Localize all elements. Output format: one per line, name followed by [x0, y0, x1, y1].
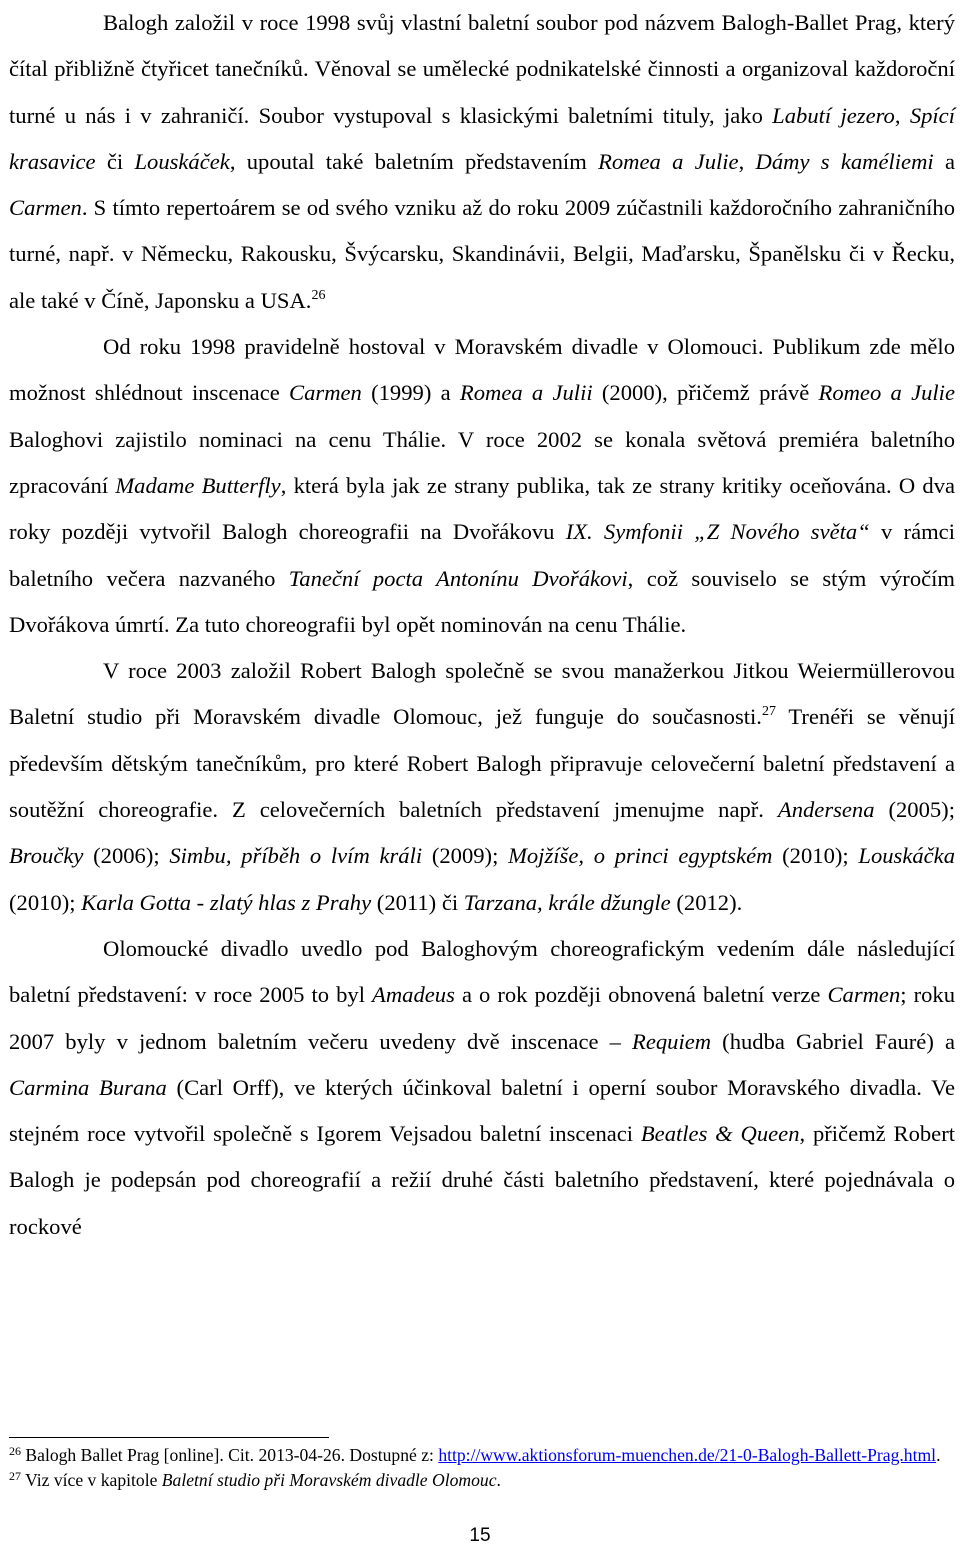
title-italic: Carmen — [827, 982, 901, 1008]
text-run: ; roku 2007 byly v jednom baletním večeru uvedeny dvě inscenace – — [9, 982, 956, 1054]
footnote-number: 26 — [9, 1444, 21, 1458]
footnote-text: Balogh Ballet Prag [online]. Cit. 2013-04-26. Dostupné z: — [21, 1445, 439, 1465]
text-run: Trenéři se věnují především dětským tanečníkům, pro které Robert Balogh připravuje celovečerní baletní představení a soutěžní choreografie. Z celovečerních baletních představení jmenujme např. — [9, 704, 955, 823]
text-run: Balogh založil v roce 1998 svůj vlastní baletní soubor pod názvem Balogh-Ballet Prag, který čítal přibližně čtyřicet tanečníků. Věnoval se umělecké podnikatelské činnosti a organizoval každoroční turné u nás i v zahraničí. Soubor vystupoval s klasickými baletními tituly, jako — [9, 10, 955, 128]
title-italic: Romea a Julii — [459, 380, 593, 406]
text-run: (2000), přičemž právě — [592, 380, 819, 406]
paragraph-2 — [9, 324, 955, 648]
title-italic: Madame Butterfly — [115, 472, 281, 498]
title-italic: Romeo a Julie — [818, 380, 955, 406]
text-run: (2006); — [83, 843, 170, 869]
text-run: v rámci baletního večera nazvaného — [9, 519, 955, 591]
text-run: (2011) či — [371, 889, 464, 915]
text-run: , která byla jak ze strany publika, tak ze strany kritiky oceňována. O dva roky později vytvořil Balogh choreografii na Dvořákovu — [9, 472, 956, 545]
text-run: Olomoucké divadlo uvedlo pod Baloghovým choreografickým vedením dále následující baletní představení: v roce 2005 to byl — [9, 935, 955, 1008]
text-run: V roce 2003 založil Robert Balogh společně se svou manažerkou Jitkou Weiermüllerovou Baletní studio při Moravském divadle Olomouc, jež funguje do současnosti. — [9, 658, 955, 730]
text-run: . S tímto repertoárem se od svého vzniku až do roku 2009 zúčastnili každoročního zahraničního turné, např. v Německu, Rakousku, Švýcarsku, Skandinávii, Belgii, Maďarsku, Španělsku či v Řecku, ale také v Číně, Japonsku a USA. — [9, 195, 955, 313]
footnote-separator — [9, 1437, 329, 1438]
text-run: , přičemž Robert Balogh je podepsán pod choreografií a režií druhé části baletního představení, které pojednávala o rockové — [9, 1121, 955, 1239]
text-run: (1999) a — [361, 380, 460, 406]
footnote-27 — [9, 1468, 955, 1493]
footnote-link[interactable]: http://www.aktionsforum-muenchen.de/21-0-Balogh-Ballett-Prag.html — [438, 1445, 937, 1465]
text-run: (2010); — [772, 843, 859, 869]
text-run: (2009); — [422, 843, 509, 869]
text-run: Od roku 1998 pravidelně hostoval v Moravském divadle v Olomouci. Publikum zde mělo možnost shlédnout inscenace — [9, 334, 955, 406]
title-italic: Louskáček — [134, 148, 230, 174]
title-italic: Spící krasavice — [9, 102, 955, 174]
text-run: , upoutal také baletním představením — [229, 148, 599, 174]
text-run: a — [933, 148, 955, 174]
title-italic: Requiem — [632, 1028, 712, 1054]
footnote-number: 27 — [9, 1469, 21, 1483]
text-run: a o rok později obnovená baletní verze — [454, 982, 828, 1008]
title-italic: Louskáčka — [858, 843, 956, 869]
title-italic: Andersena — [777, 797, 875, 823]
footnotes — [9, 1443, 955, 1493]
paragraph-4 — [9, 926, 955, 1250]
text-run: , což souviselo se stým výročím Dvořákova úmrtí. Za tuto choreografii byl opět nominován na cenu Thálie. — [9, 565, 956, 637]
text-run: (2012). — [670, 889, 743, 915]
title-italic: Taneční pocta Antonínu Dvořákovi — [288, 565, 628, 591]
text-run: či — [95, 148, 135, 174]
title-italic: Simbu, příběh o lvím králi — [169, 843, 423, 869]
page-body — [9, 0, 955, 1250]
title-italic: Beatles & Queen — [640, 1121, 800, 1147]
paragraph-1 — [9, 0, 955, 324]
title-italic: Carmen — [9, 195, 82, 221]
title-italic: Tarzana, krále džungle — [463, 889, 671, 915]
title-italic: Mojžíše, o princi egyptském — [508, 843, 773, 869]
title-italic: Broučky — [9, 843, 84, 869]
title-italic: Amadeus — [372, 982, 455, 1008]
title-italic: Karla Gotta - zlatý hlas z Prahy — [81, 889, 372, 915]
text-run: , — [894, 102, 910, 128]
footnote-text: Viz více v kapitole — [21, 1470, 162, 1490]
footnote-title-italic: Baletní studio při Moravském divadle Olomouc — [161, 1470, 497, 1490]
text-run: (hudba Gabriel Fauré) a — [711, 1028, 955, 1054]
title-italic: Dámy s kaméliemi — [755, 148, 934, 174]
text-run: (2005); — [874, 797, 955, 823]
text-run: Baloghovi zajistilo nominaci na cenu Thálie. V roce 2002 se konala světová premiéra baletního zpracování — [9, 426, 955, 498]
title-italic: IX. Symfonii „Z Nového světa“ — [565, 519, 870, 545]
footnote-ref-27[interactable]: 27 — [761, 704, 776, 720]
footnote-text: . — [936, 1445, 941, 1465]
title-italic: Carmina Burana — [9, 1074, 167, 1100]
text-run: , — [738, 148, 756, 174]
footnote-26 — [9, 1443, 955, 1468]
paragraph-3 — [9, 648, 955, 926]
page-number: 15 — [469, 1525, 491, 1546]
footnote-text: . — [496, 1470, 501, 1490]
title-italic: Labutí jezero — [772, 102, 895, 128]
footnote-ref-26[interactable]: 26 — [311, 287, 326, 303]
text-run: (2010); — [9, 889, 82, 915]
title-italic: Carmen — [289, 380, 362, 406]
text-run: (Carl Orff), ve kterých účinkoval baletní i operní soubor Moravského divadla. Ve stejném roce vytvořil společně s Igorem Vejsadou baletní inscenaci — [9, 1074, 956, 1147]
title-italic: Romea a Julie — [598, 148, 739, 174]
